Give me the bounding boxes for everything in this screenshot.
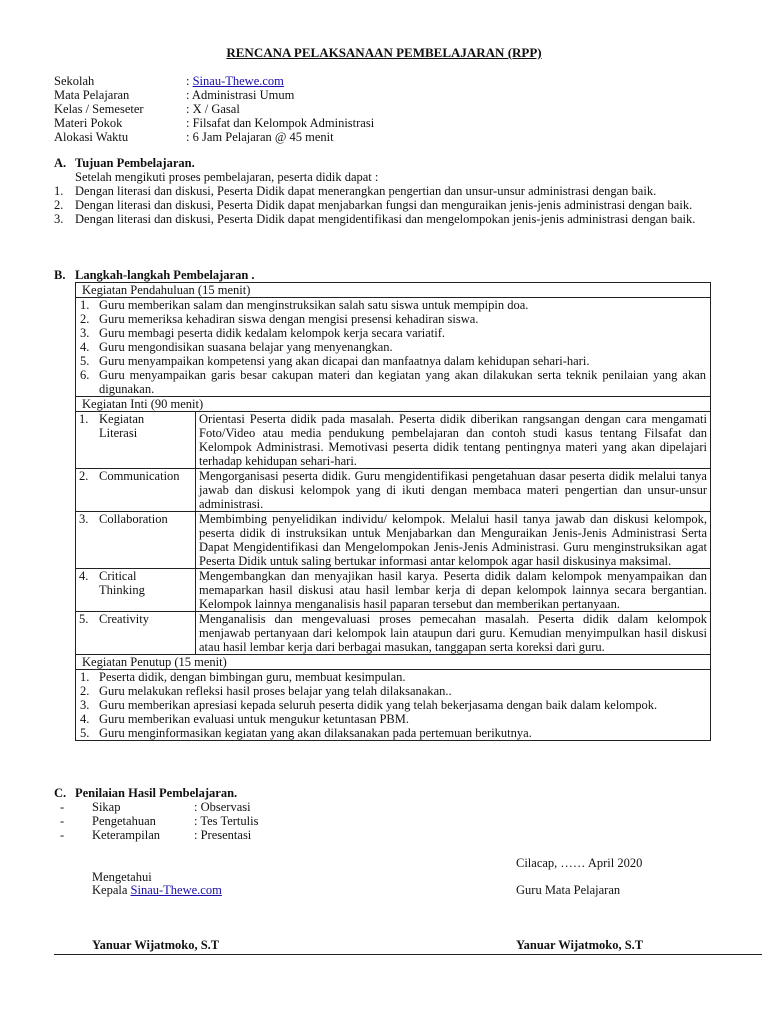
assessment-key: Pengetahuan [92,814,156,828]
identity-key: Mata Pelajaran [54,88,130,102]
school-link[interactable]: Sinau-Thewe.com [130,883,222,897]
assessment-list [60,800,258,842]
activity-description: Mengembangkan dan menyajikan hasil karya. Peserta didik dalam kelompok menyampaikan dan memaparkan hasil diskusi atau hasil lembar kerja di depan kelompok lainnya secara bergantian. Kelompok lainnya menganalisis hasil paparan tersebut dan memberikan pertanyaan. [196,569,711,612]
activity-number: 1. [79,412,89,426]
item-number: 1. [80,670,90,684]
section-number: A. [54,156,67,170]
section-c-heading [54,786,237,800]
objectives-list [54,184,716,226]
item-number: 5. [80,354,90,368]
section-number: B. [54,268,66,282]
item-number: 3. [80,326,90,340]
identity-value [186,102,374,116]
footer-divider [54,954,762,955]
identity-row [54,88,374,102]
table-section-header [76,397,711,412]
item-text: Guru menginformasikan kegiatan yang akan dilaksanakan pada pertemuan berikutnya. [99,726,532,740]
identity-key: Sekolah [54,74,95,88]
separator: : [186,130,193,144]
acknowledged-label: Mengetahui [92,870,152,884]
list-item [80,298,706,312]
activity-label: Kegiatan Literasi [99,412,145,440]
activity-label-cell [76,412,196,469]
identity-value-text: Filsafat dan Kelompok Administrasi [192,116,375,130]
list-item [54,184,716,198]
activity-label: Communication [99,469,180,483]
penutup-list [76,670,711,741]
table-row [76,612,711,655]
identity-value [186,74,374,88]
table-row [76,469,711,512]
inti-title: Kegiatan Inti (90 menit) [76,397,711,412]
item-number: 4. [80,712,90,726]
list-item [60,828,258,842]
learning-steps-table [75,282,711,741]
item-number: 2. [80,312,90,326]
item-text: Dengan literasi dan diskusi, Peserta Didik dapat mengidentifikasi dan mengelompokan jenis-jenis administrasi dengan baik. [75,212,696,226]
item-number: 5. [80,726,90,740]
activity-label: Collaboration [99,512,168,526]
list-item [80,712,706,726]
item-number: 1. [80,298,90,312]
list-item [80,312,706,326]
table-row [76,569,711,612]
item-number: 1. [54,184,64,198]
assessment-key: Sikap [92,800,121,814]
headmaster-prefix: Kepala [92,883,131,897]
list-item [80,670,706,684]
item-text: Dengan literasi dan diskusi, Peserta Didik dapat menjabarkan fungsi dan menguraikan jenis-jenis administrasi dengan baik. [75,198,693,212]
assessment-value: : Observasi [194,800,251,814]
separator: : [186,102,193,116]
list-item [80,726,706,740]
item-number: 4. [80,340,90,354]
bullet-dash: - [60,814,65,828]
item-text: Guru memberikan apresiasi kepada seluruh peserta didik yang telah bekerjasama dengan baik dalam kelompok. [99,698,658,712]
item-text: Guru menyampaikan garis besar cakupan materi dan kegiatan yang akan dilakukan serta teknik penilaian yang akan digunakan. [99,368,706,396]
identity-row [54,116,374,130]
item-text: Dengan literasi dan diskusi, Peserta Didik dapat menerangkan pengertian dan unsur-unsur administrasi dengan baik. [75,184,657,198]
item-text: Guru menyampaikan kompetensi yang akan dicapai dan manfaatnya dalam kehidupan sehari-hari. [99,354,590,368]
separator: : [186,74,193,88]
item-text: Guru membagi peserta didik kedalam kelompok kerja secara variatif. [99,326,446,340]
activity-description: Menganalisis dan mengevaluasi proses pemecahan masalah. Peserta didik dalam kelompok menjawab pertanyaan dari kelompok lain ataupun dari guru. Kemudian menyimpulkan hasil diskusi atau hasil lembar kerja dari berbagai masukan, tanggapan serta koreksi dari guru. [196,612,711,655]
item-number: 3. [54,212,64,226]
activity-label: Critical Thinking [99,569,145,597]
teacher-role: Guru Mata Pelajaran [516,883,621,897]
item-number: 6. [80,368,90,382]
item-text: Guru memberikan salam dan menginstruksikan salah satu siswa untuk mempipin doa. [99,298,529,312]
assessment-value: : Tes Tertulis [194,814,259,828]
identity-value-text: X / Gasal [192,102,240,116]
activity-label-cell [76,612,196,655]
headmaster-line [92,883,222,897]
list-item [60,814,258,828]
assessment-key: Keterampilan [92,828,161,842]
list-item [54,212,716,226]
identity-key: Materi Pokok [54,116,123,130]
item-text: Guru memeriksa kehadiran siswa dengan mengisi presensi kehadiran siswa. [99,312,479,326]
list-item [80,326,706,340]
identity-value-text: 6 Jam Pelajaran @ 45 menit [192,130,334,144]
section-b-heading [54,268,255,282]
item-number: 2. [80,684,90,698]
item-text: Guru memberikan evaluasi untuk mengukur ketuntasan PBM. [99,712,410,726]
list-item [80,368,706,396]
document-title: RENCANA PELAKSANAAN PEMBELAJARAN (RPP) [226,45,542,60]
teacher-name: Yanuar Wijatmoko, S.T [516,938,644,952]
activity-description: Mengorganisasi peserta didik. Guru mengidentifikasi pengetahuan dasar peserta didik melalui tanya jawab dan diskusi kelompok yang di ikuti dengan membaca materi pengertian dan unsur-unsur administrasi. [196,469,711,512]
table-row [76,298,711,397]
activity-number: 4. [79,569,89,583]
objectives-intro: Setelah mengikuti proses pembelajaran, peserta didik dapat : [75,170,379,184]
list-item [54,198,716,212]
activity-description: Membimbing penyelidikan individu/ kelompok. Melalui hasil tanya jawab dan diskusi kelompok, peserta didik di instruksikan untuk Menjabarkan dan Menguraikan Jenis-Jenis Administrasi Serta Dapat Mengidentifikasi dan Mengelompokan Jenis-Jenis Administrasi. Guru menginstruksikan agat Peserta Didik untuk saling bertukar informasi antar kelompok agar hasil diskusinya maksimal. [196,512,711,569]
penutup-title: Kegiatan Penutup (15 menit) [76,655,711,670]
activity-number: 3. [79,512,89,526]
activity-number: 2. [79,469,89,483]
identity-row [54,74,374,88]
school-link[interactable]: Sinau-Thewe.com [192,74,284,88]
bullet-dash: - [60,800,65,814]
activity-number: 5. [79,612,89,626]
list-item [60,800,258,814]
identity-table [54,74,374,144]
identity-key: Alokasi Waktu [54,130,129,144]
separator: : [186,116,193,130]
table-row [76,670,711,741]
item-text: Guru mengondisikan suasana belajar yang menyenangkan. [99,340,393,354]
list-item [80,698,706,712]
separator: : [186,88,192,102]
section-title: Langkah-langkah Pembelajaran . [75,268,255,282]
activity-label-cell [76,512,196,569]
identity-value [186,130,374,144]
table-row [76,412,711,469]
pendahuluan-list [76,298,711,397]
identity-value [186,88,374,102]
item-number: 2. [54,198,64,212]
identity-row [54,102,374,116]
identity-value [186,116,374,130]
pendahuluan-title: Kegiatan Pendahuluan (15 menit) [76,283,711,298]
item-number: 3. [80,698,90,712]
section-title: Tujuan Pembelajaran. [75,156,195,170]
identity-row [54,130,374,144]
list-item [80,684,706,698]
section-a-heading [54,156,195,170]
list-item [80,354,706,368]
activity-label-cell [76,469,196,512]
activity-label-cell [76,569,196,612]
assessment-value: : Presentasi [194,828,252,842]
list-item [80,340,706,354]
section-title: Penilaian Hasil Pembelajaran. [75,786,238,800]
section-number: C. [54,786,67,800]
identity-key: Kelas / Semeseter [54,102,144,116]
place-date: Cilacap, …… April 2020 [516,856,643,870]
activity-label: Creativity [99,612,149,626]
table-section-header [76,283,711,298]
table-section-header [76,655,711,670]
headmaster-name: Yanuar Wijatmoko, S.T [92,938,220,952]
item-text: Guru melakukan refleksi hasil proses belajar yang telah dilaksanakan.. [99,684,452,698]
activity-description: Orientasi Peserta didik pada masalah. Peserta didik diberikan rangsangan dengan cara mengamati Foto/Video atau media pendukung pembelajaran dan contoh studi kasus tentang Filsafat dan Kelompok Administrasi. Memotivasi peserta didik tentang pentingnya materi yang akan dipelajari terhadap kehidupan sehari-hari. [196,412,711,469]
objectives [54,170,716,226]
table-row [76,512,711,569]
bullet-dash: - [60,828,65,842]
item-text: Peserta didik, dengan bimbingan guru, membuat kesimpulan. [99,670,406,684]
identity-value-text: Administrasi Umum [191,88,295,102]
